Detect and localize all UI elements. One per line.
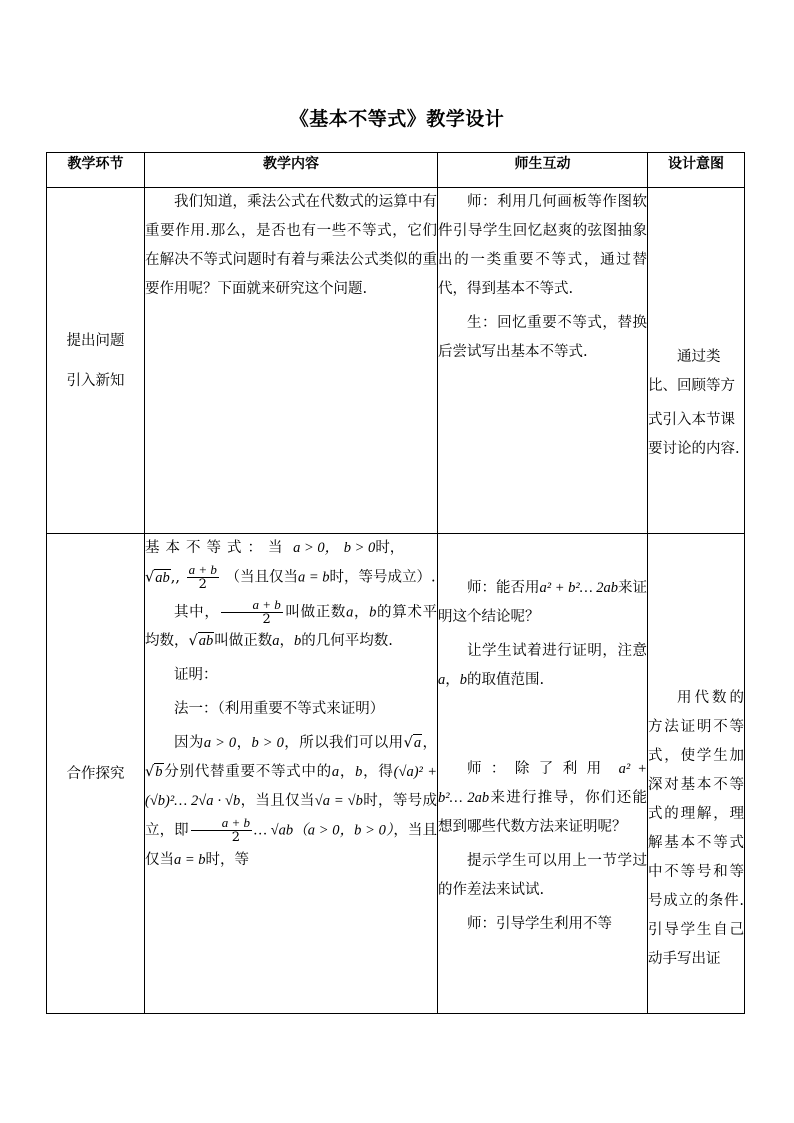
stage-intro <box>47 188 145 534</box>
intent-explore-text: 用代数的方法证明不等式，使学生加深对基本不等式的理解，理解基本不等式中不等号和等号成立的条件.引导学生自己动手写出证 <box>648 690 744 967</box>
interaction-hint-2: 提示学生可以用上一节学过的作差法来试试. <box>438 853 647 898</box>
intent-explore <box>648 534 745 1014</box>
intent-intro-line-2: 式引入本节课要讨论的内容. <box>648 411 740 457</box>
content-intro-text: 我们知道，乘法公式在代数式的运算中有重要作用.那么，是否也有一些不等式，它们在解决不等式问题时有着与乘法公式类似的重要作用呢？下面就来研究这个问题. <box>145 194 437 297</box>
intent-intro <box>648 188 745 534</box>
interaction-intro-student: 生：回忆重要不等式，替换后尝试写出基本不等式. <box>438 315 647 360</box>
intent-intro-line-1: 通过类比、回顾等方 <box>648 348 735 394</box>
header-row <box>47 153 745 188</box>
header-stage: 教学环节 <box>47 153 145 188</box>
proof-label: 证明： <box>174 667 218 683</box>
header-intent: 设计意图 <box>648 153 745 188</box>
interaction-explore <box>438 534 648 1014</box>
stage-explore: 合作探究 <box>47 534 145 1014</box>
interaction-question-1: 师：能否用a² + b²… 2ab来证明这个结论呢？ <box>438 580 647 625</box>
mean-definition: 其中， $\frac{a + b}{2}$ 叫做正数a，b的算术平均数，√ab叫做正数a，b的几何平均数. <box>145 596 438 649</box>
proof-method-1-text: 因为a > 0，b > 0，所以我们可以用√a，√b分别代替重要不等式中的a，b，得(√a)² + (√b)²… 2√a · √b，当且仅当√a = √b时，等号成立，即 $\frac{a + b}{2}$ … √ab（a > 0，b > 0），当且仅当a = b时，等 <box>145 735 438 868</box>
header-content: 教学内容 <box>145 153 438 188</box>
theorem-statement: 基本不等式：当 a > 0， b > 0时， √ab,, $\frac{a + b}{2}$ （当且仅当a = b时，等号成立）. <box>145 540 436 592</box>
interaction-hint-1: 让学生试着进行证明，注意a，b的取值范围. <box>438 643 647 688</box>
document-title: 《基本不等式》教学设计 <box>289 108 505 130</box>
row-intro <box>47 188 745 534</box>
interaction-question-2: 师：除了利用 a² + b²… 2ab来进行推导，你们还能想到哪些代数方法来证明呢？ <box>438 761 647 835</box>
content-explore <box>145 534 438 1014</box>
proof-method-1: 法一：（利用重要不等式来证明） <box>174 701 385 717</box>
interaction-intro-teacher: 师：利用几何画板等作图软件引导学生回忆赵爽的弦图抽象出的一类重要不等式，通过替代，得到基本不等式. <box>438 194 647 297</box>
content-intro <box>145 188 438 534</box>
stage-intro-line-1: 提出问题 <box>66 332 125 349</box>
interaction-guide: 师：引导学生利用不等 <box>467 916 612 932</box>
lesson-design-table <box>46 152 745 1014</box>
fraction-mean: $\frac{a + b}{2}$ <box>188 562 217 592</box>
stage-intro-line-2: 引入新知 <box>66 372 125 389</box>
header-interaction: 师生互动 <box>438 153 648 188</box>
interaction-intro <box>438 188 648 534</box>
row-explore <box>47 534 745 1014</box>
